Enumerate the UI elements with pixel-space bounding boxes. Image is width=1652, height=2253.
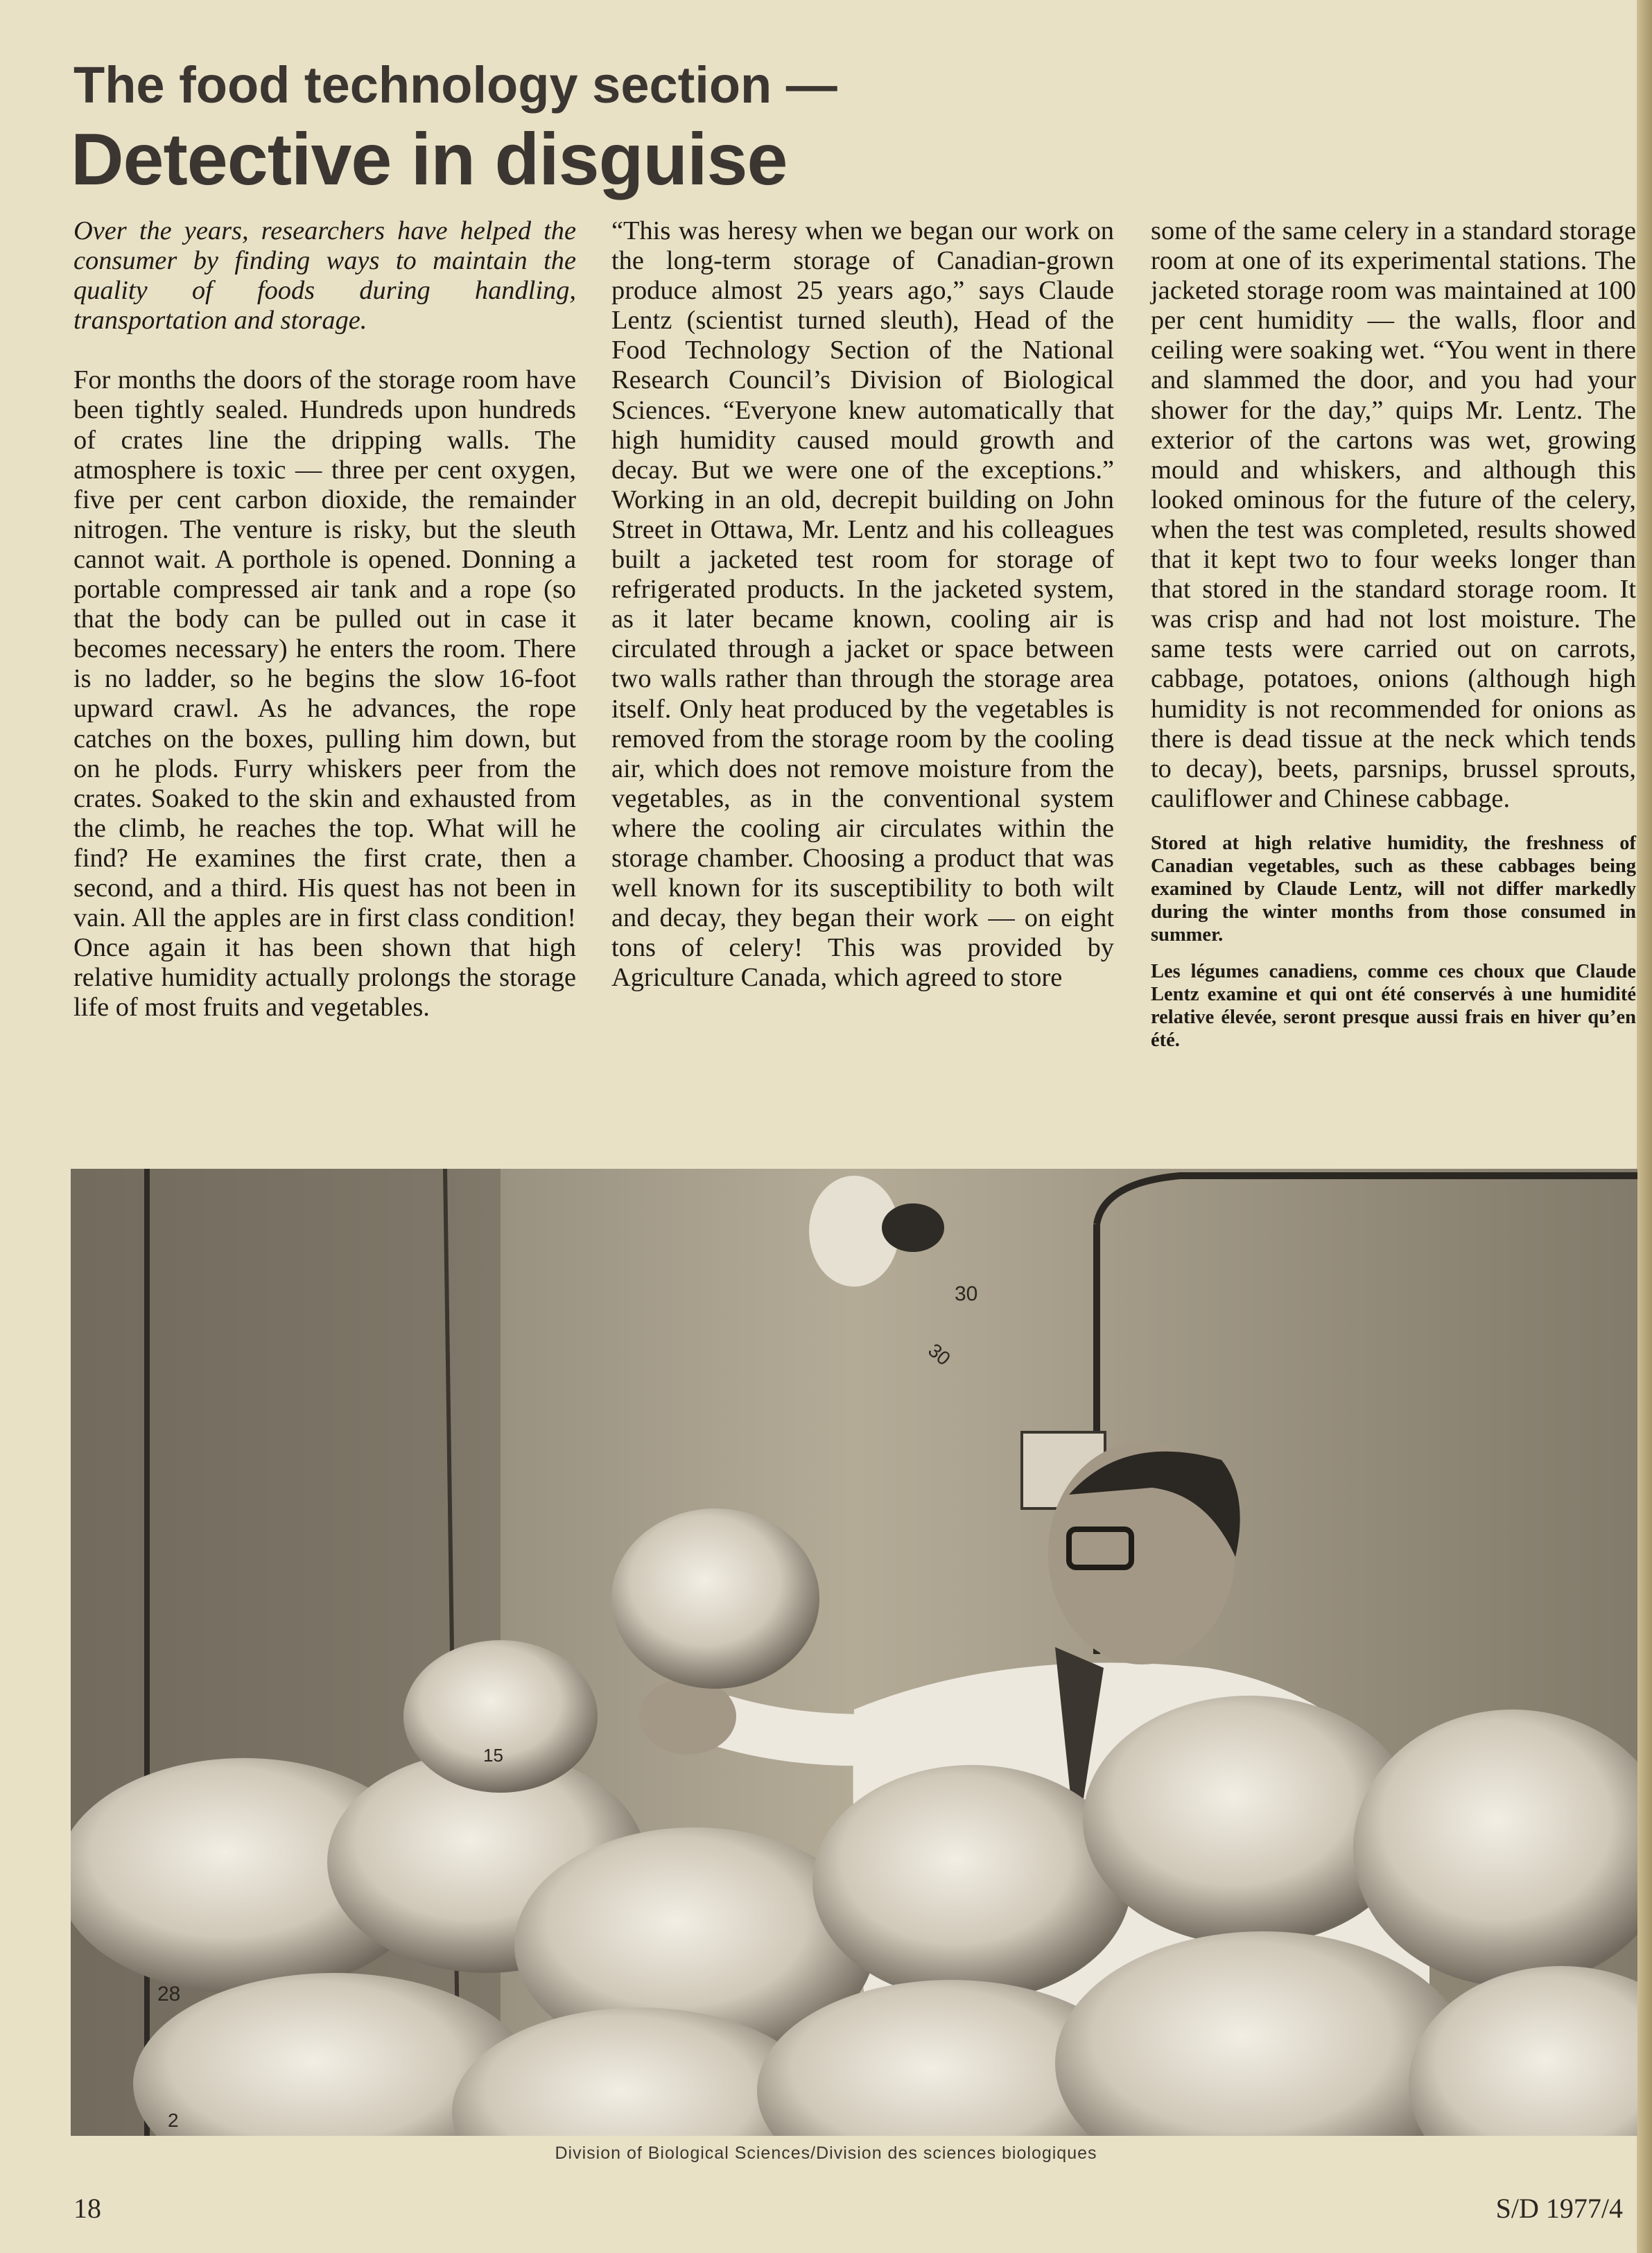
- issue-label: S/D 1977/4: [1495, 2193, 1623, 2224]
- column-1-body: For months the doors of the storage room have been tightly sealed. Hundreds upon hundreds of crates line the dripping walls. The atmosphere is toxic — three per cent oxygen, five per cent carbon dioxide, the remainder nitrogen. The venture is risky, but the sleuth cannot wait. A porthole is opened. Donning a portable compressed air tank and a rope (so that the body can be pulled out in case it becomes necessary) he enters the room. There is no ladder, so he begins the slow 16-foot upward crawl. As he advances, the rope catches on the boxes, pulling him down, but on he plods. Furry whiskers peer from the crates. Soaked to the skin and exhausted from the climb, he reaches the top. What will he find? He examines the first crate, then a second, and a third. His quest has not been in vain. All the apples are in first class condition! Once again it has been shown that high relative humidity actually prolongs the storage life of most fruits and vegetables.: [73, 365, 576, 1023]
- held-cabbage: [611, 1508, 819, 1689]
- column-3-body: some of the same celery in a standard storage room at one of its experimental stations. The jacketed storage room was maintained at 100 per cent humidity — the walls, floor and ceiling were soaking wet. “You went in there and slammed the door, and you had your shower for the day,” quips Mr. Lentz. The exterior of the cartons was wet, growing mould and whiskers, and although this looked ominous for the future of the celery, when the test was completed, results showed that it kept two to four weeks longer than that stored in the standard storage room. It was crisp and had not lost moisture. The same tests were carried out on carrots, cabbage, potatoes, onions (although high humidity is not recommended for onions as there is dead tissue at the neck which tends to decay), beets, parsnips, brussel sprouts, cauliflower and Chinese cabbage.: [1151, 216, 1636, 813]
- page-edge: [1637, 0, 1652, 2253]
- crate-label: 30: [924, 1339, 955, 1370]
- crate-label: 15: [483, 1745, 503, 1766]
- column-2-body: “This was heresy when we began our work on the long-term storage of Canadian-grown produce almost 25 years ago,” says Claude Lentz (scientist turned sleuth), Head of the Food Technology Section of the National Research Council’s Division of Biological Sciences. “Everyone knew automatically that high humidity caused mould growth and decay. But we were one of the exceptions.” Working in an old, decrepit building on John Street in Ottawa, Mr. Lentz and his colleagues built a jacketed test room for storage of refrigerated products. In the jacketed system, as it later became known, cooling air is circulated through a jacket or space between two walls rather than through the storage area itself. Only heat produced by the vegetables is removed from the storage room by the cooling air, which does not remove moisture from the vegetables, as in the conventional system where the cooling air circulates within the storage chamber. Choosing a product that was well known for its susceptibility to both wilt and decay, they began their work — on eight tons of celery! This was provided by Agriculture Canada, which agreed to store: [611, 216, 1114, 993]
- lamp-socket: [882, 1203, 944, 1252]
- cabbage: [812, 1765, 1131, 2001]
- crate-label: 28: [157, 1983, 181, 2006]
- article-intro: Over the years, researchers have helped the consumer by finding ways to maintain the quality of foods during handling, transportation and storage.: [73, 216, 576, 336]
- crate-label: 30: [955, 1282, 978, 1305]
- article-headline: Detective in disguise: [71, 119, 788, 200]
- technician-hand: [639, 1678, 736, 1755]
- photo-caption-english: Stored at high relative humidity, the freshness of Canadian vegetables, such as these cabbages being examined by Claude Lentz, will not differ markedly during the winter months from those consumed in summer.: [1151, 832, 1636, 946]
- photo-illustration: [71, 1169, 1637, 2136]
- section-kicker: The food technology section —: [73, 56, 837, 114]
- column-1: [73, 216, 576, 1023]
- column-3: [1151, 216, 1636, 1052]
- cabbage-storage-photo: [71, 1169, 1637, 2136]
- column-2: [611, 216, 1114, 993]
- cabbage: [403, 1640, 598, 1793]
- photo-credit: Division of Biological Sciences/Division des sciences biologiques: [555, 2143, 1097, 2163]
- page-number: 18: [73, 2193, 101, 2224]
- photo-caption-french: Les légumes canadiens, comme ces choux que Claude Lentz examine et qui ont été conservés à une humidité relative élevée, seront presque aussi frais en hiver qu’en été.: [1151, 960, 1636, 1051]
- crate-label: 2: [168, 2110, 179, 2131]
